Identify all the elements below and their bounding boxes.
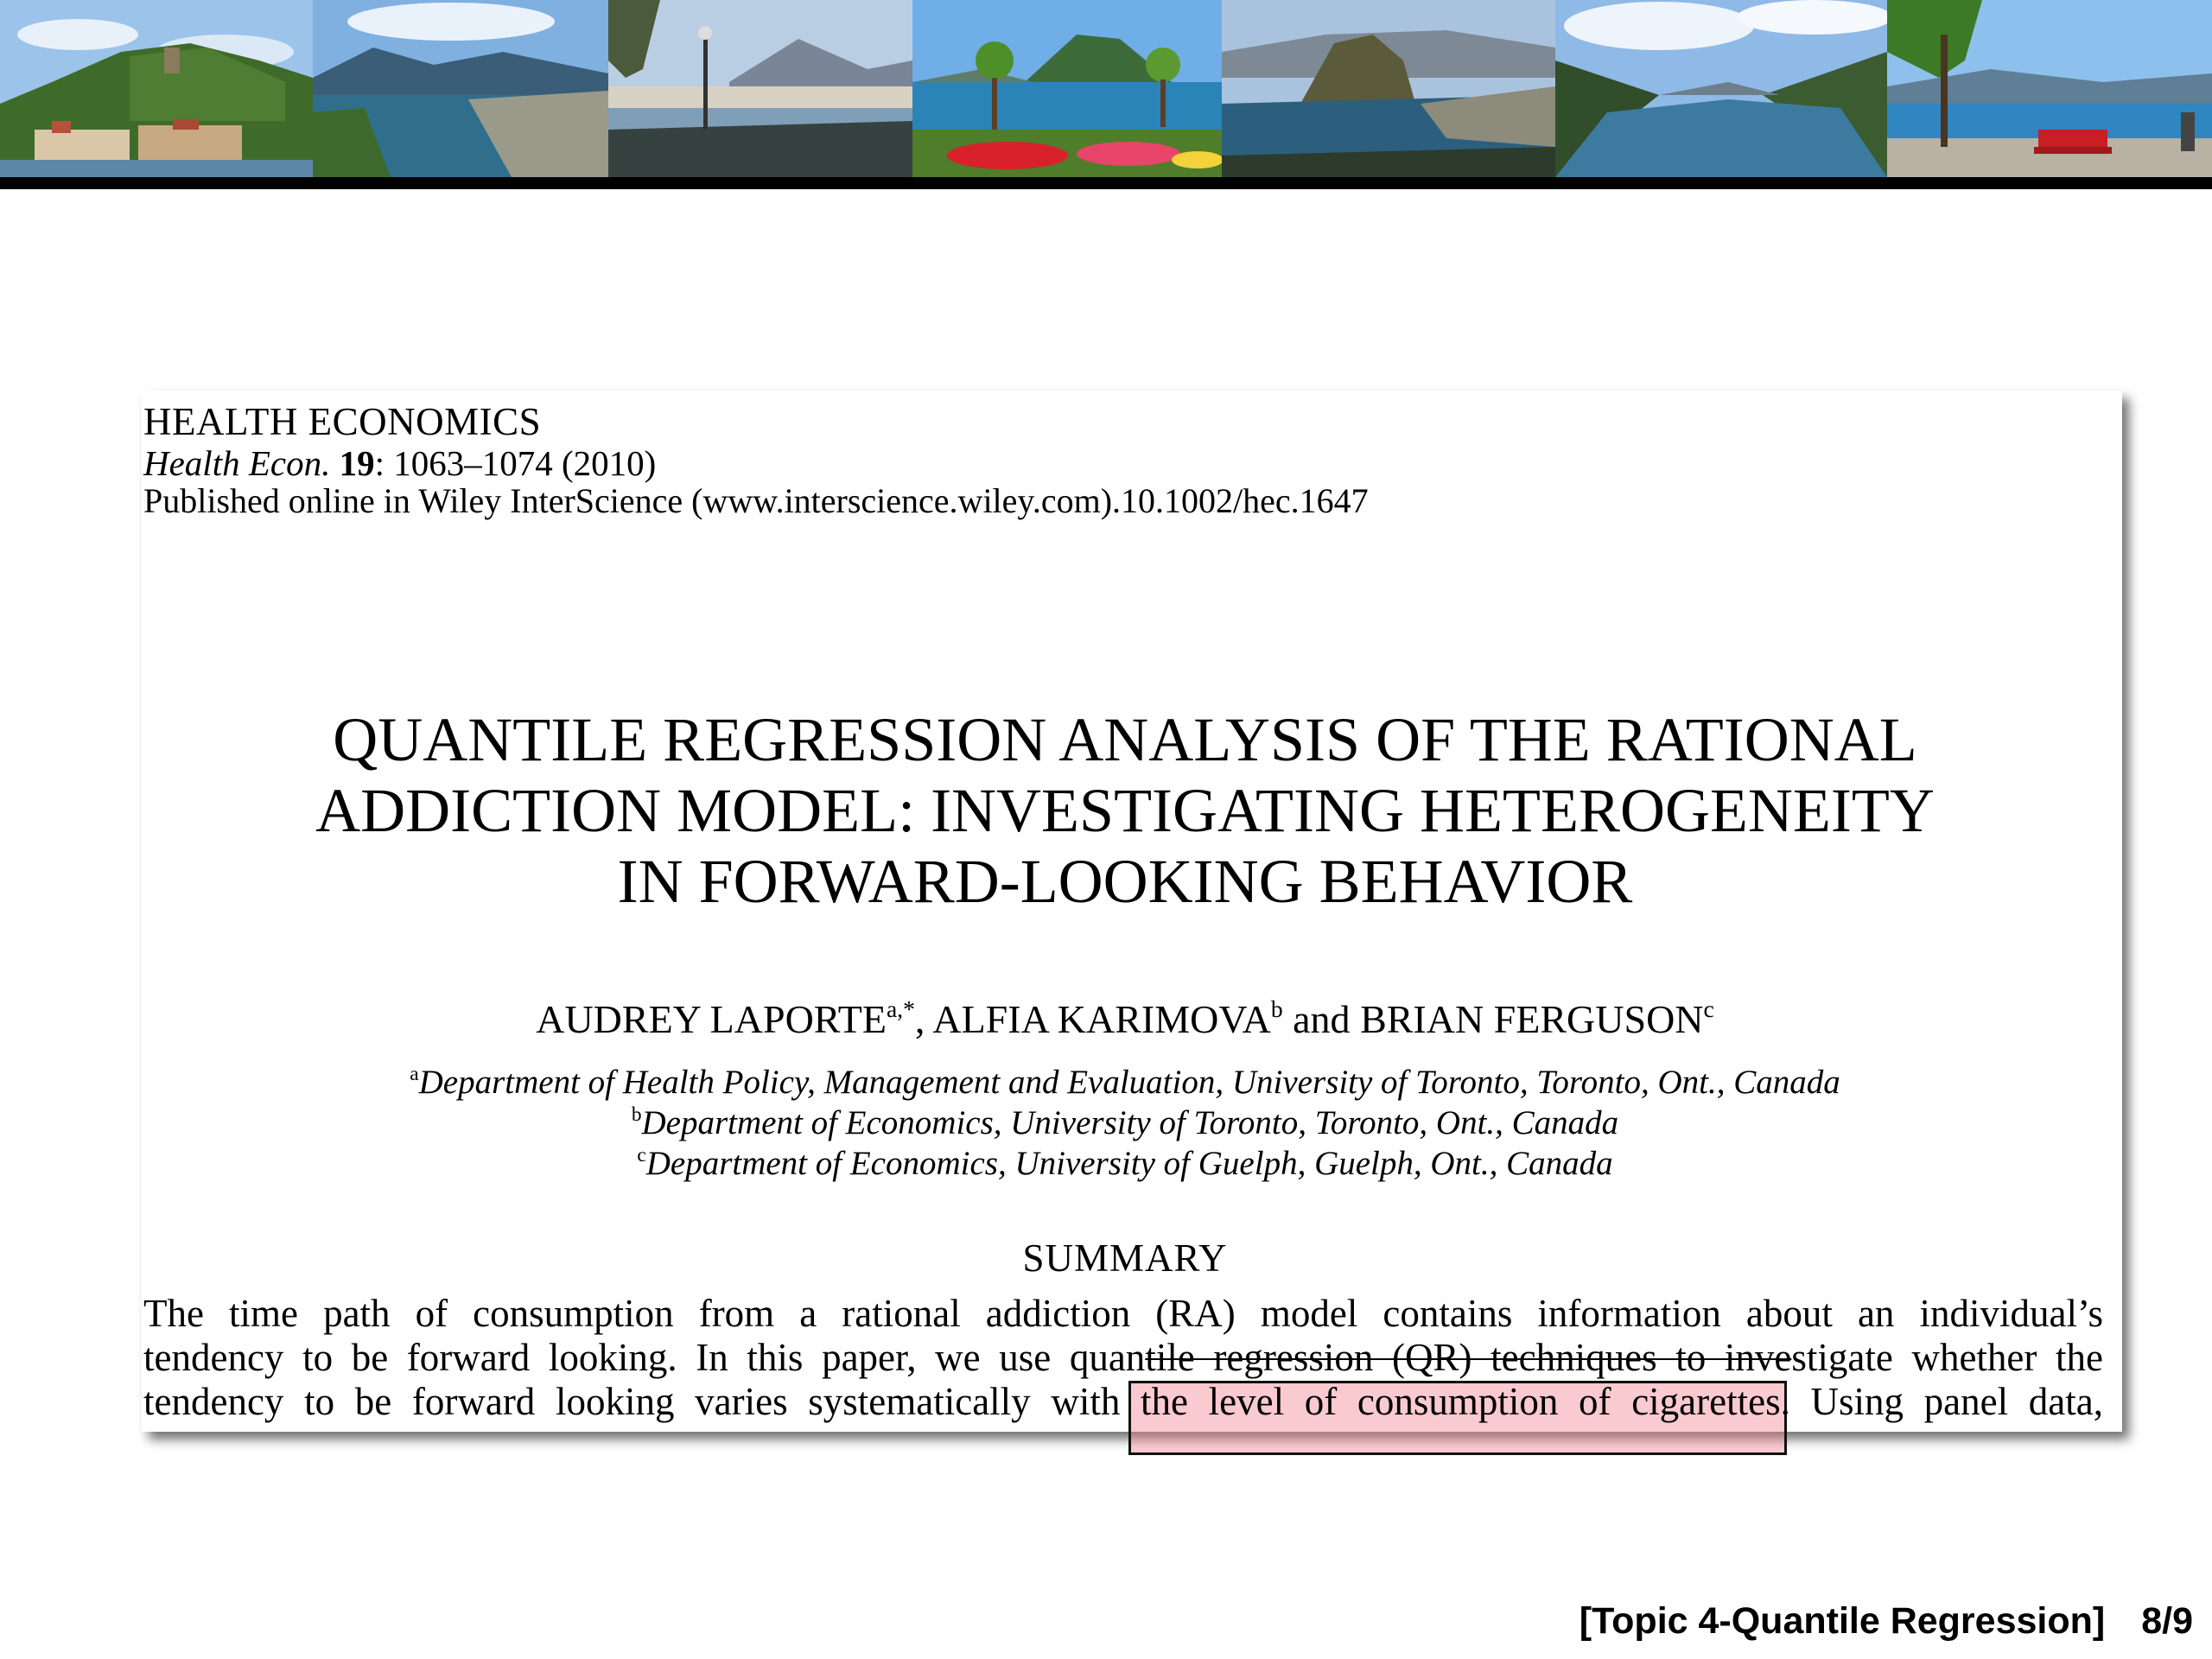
affiliation-mark: c bbox=[637, 1144, 646, 1166]
summary-text-line bbox=[143, 1335, 2103, 1380]
author-affiliation-mark: a,* bbox=[886, 995, 915, 1022]
author-list bbox=[142, 995, 2108, 1042]
journal-name: HEALTH ECONOMICS bbox=[143, 400, 542, 443]
summary-text-line: The time path of consumption from a rational addiction (RA) model contains information about an individual’s bbox=[143, 1292, 2103, 1335]
author-name: AUDREY LAPORTE bbox=[536, 996, 887, 1041]
summary-text-segment: tendency to be forward looking varies systematically with bbox=[143, 1380, 1141, 1423]
journal-citation bbox=[143, 442, 656, 484]
journal-volume: 19 bbox=[339, 443, 375, 483]
summary-text-line bbox=[143, 1379, 2103, 1424]
lake-bay-photo bbox=[313, 0, 608, 177]
summary-text-segment: Using panel data, bbox=[1789, 1380, 2103, 1423]
slide-footer bbox=[1580, 1600, 2193, 1643]
lakeside-bench-promenade-photo bbox=[1887, 0, 2212, 177]
lake-valley-view-photo bbox=[1555, 0, 1887, 177]
lake-mountain-aerial-photo bbox=[1222, 0, 1555, 177]
photo-banner bbox=[0, 0, 2212, 177]
author-affiliation-mark: c bbox=[1703, 995, 1714, 1022]
author-separator: and bbox=[1282, 996, 1361, 1041]
journal-abbreviation: Health Econ. bbox=[143, 443, 331, 483]
topic-label: [Topic 4-Quantile Regression] bbox=[1579, 1600, 2106, 1642]
affiliation-c bbox=[142, 1144, 2108, 1183]
summary-text-segment: stigate whether the bbox=[1791, 1336, 2103, 1379]
publisher-line: Published online in Wiley InterScience (www.interscience.wiley.com).10.1002/hec.1647 bbox=[143, 481, 1369, 520]
lake-garden-flowers-photo bbox=[912, 0, 1222, 177]
hillside-village-photo bbox=[0, 0, 313, 177]
affiliation-b bbox=[142, 1103, 2108, 1142]
banner-divider bbox=[0, 177, 2212, 189]
affiliation-text: Department of Economics, University of Toronto, Toronto, Ont., Canada bbox=[641, 1104, 1619, 1142]
journal-pages-year: : 1063–1074 (2010) bbox=[374, 443, 657, 483]
summary-text-segment: tendency to be forward looking. In this paper, we use quan bbox=[143, 1336, 1146, 1379]
author-name: BRIAN FERGUSON bbox=[1360, 996, 1704, 1041]
paper-title bbox=[142, 704, 2108, 917]
lakeside-promenade-photo bbox=[608, 0, 912, 177]
affiliation-mark: b bbox=[631, 1103, 642, 1126]
strikethrough-text: tile regression (QR) techniques to inve bbox=[1145, 1336, 1792, 1379]
affiliation-a bbox=[142, 1063, 2108, 1102]
author-name: ALFIA KARIMOVA bbox=[932, 996, 1271, 1041]
highlighted-text: the level of consumption of cigarettes. bbox=[1141, 1380, 1790, 1423]
page-number: 8/9 bbox=[2141, 1600, 2193, 1642]
author-separator: , bbox=[914, 996, 933, 1041]
affiliation-text: Department of Economics, University of Guelph, Guelph, Ont., Canada bbox=[645, 1145, 1613, 1183]
affiliation-mark: a bbox=[410, 1063, 419, 1085]
affiliation-text: Department of Health Policy, Management and Evaluation, University of Toronto, Toronto, Ont., Canada bbox=[418, 1064, 1840, 1102]
paper-title-line: QUANTILE REGRESSION ANALYSIS OF THE RATIONAL bbox=[333, 705, 1917, 774]
author-affiliation-mark: b bbox=[1270, 995, 1283, 1022]
paper-title-line: IN FORWARD-LOOKING BEHAVIOR bbox=[617, 847, 1633, 916]
paper-title-line: ADDICTION MODEL: INVESTIGATING HETEROGENEITY bbox=[315, 776, 1935, 845]
summary-heading: SUMMARY bbox=[1022, 1236, 1228, 1280]
